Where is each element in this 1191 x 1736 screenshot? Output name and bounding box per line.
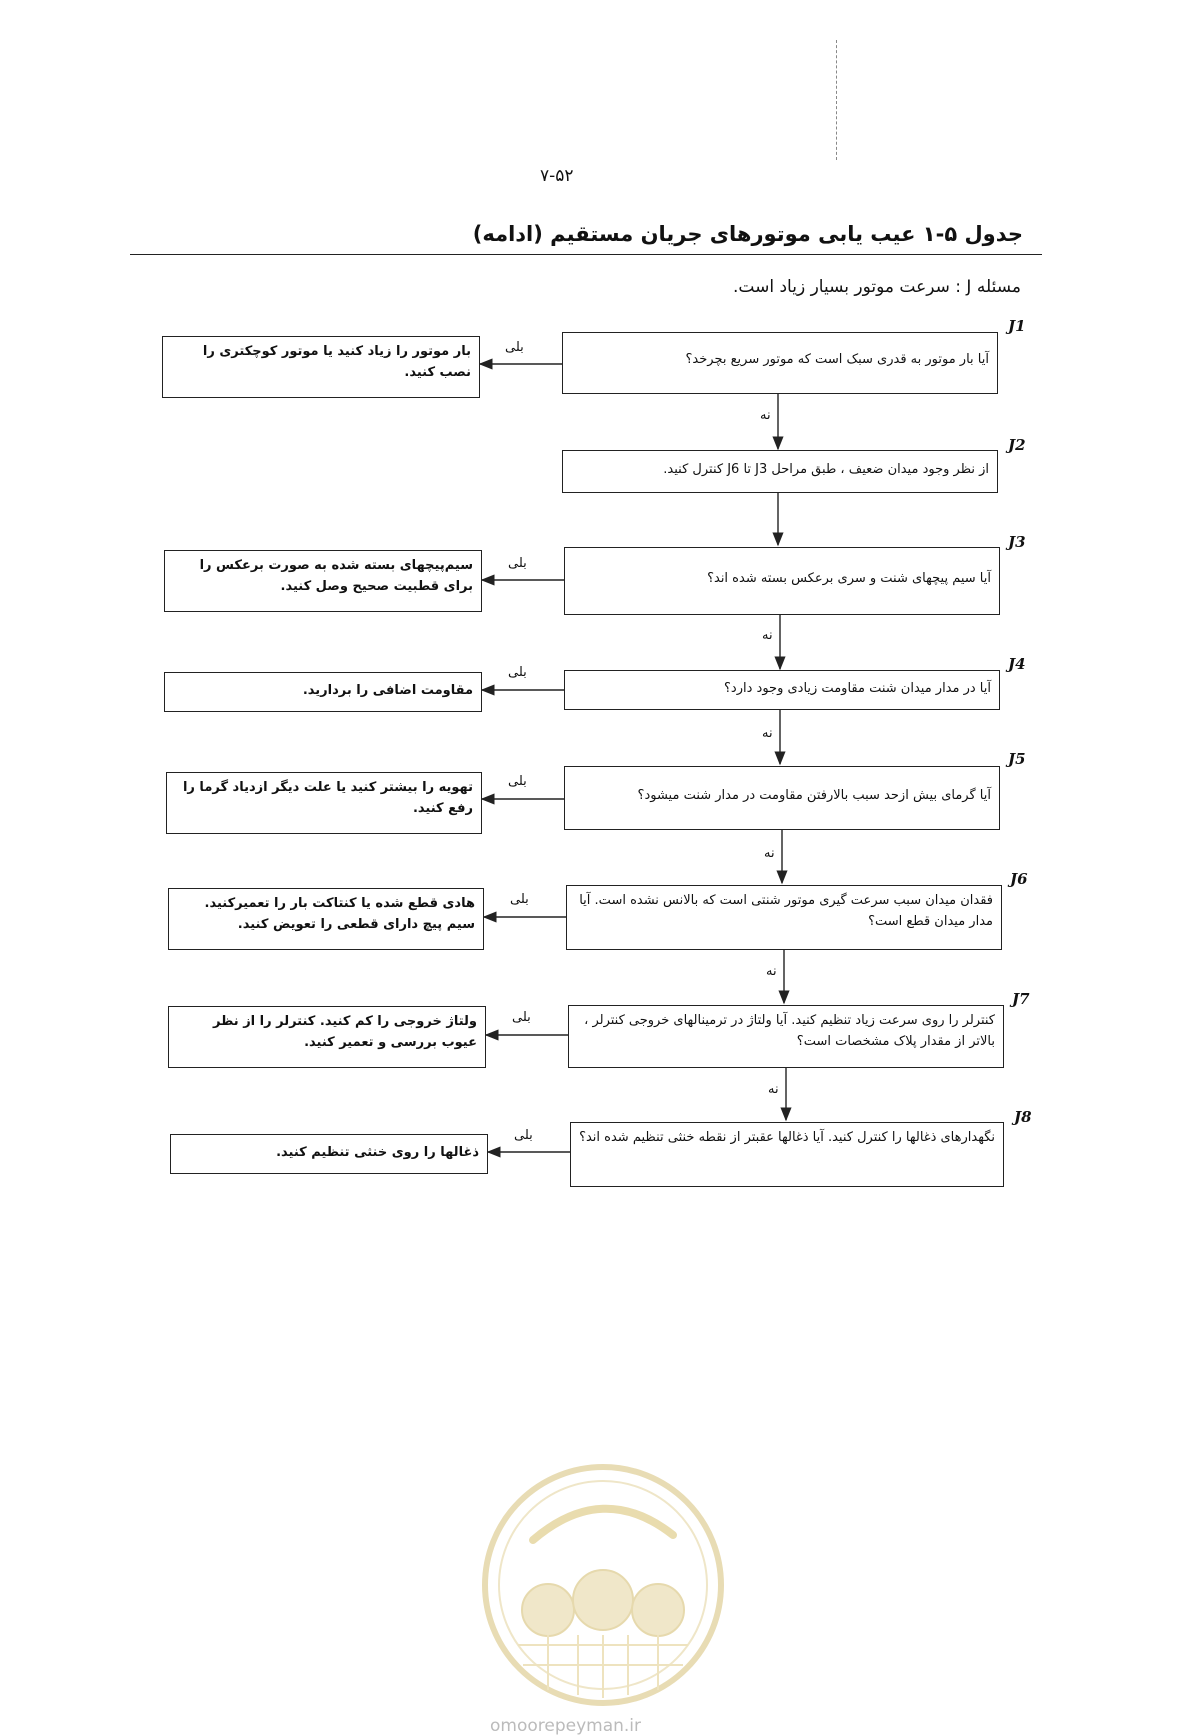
yes-label-j1: بلی — [505, 340, 524, 355]
step-id-j2: J2 — [1008, 436, 1026, 454]
question-box-j6: فقدان میدان سبب سرعت گیری موتور شنتی است که بالانس نشده است. آیا مدار میدان قطع است؟ — [566, 885, 1002, 950]
action-box-j1: بار موتور را زیاد کنید یا موتور کوچکتری را نصب کنید. — [162, 336, 480, 398]
step-id-j5: J5 — [1008, 750, 1026, 768]
watermark-logo — [478, 1460, 728, 1710]
question-box-j8: نگهدارهای ذغالها را کنترل کنید. آیا ذغالها عقبتر از نقطه خنثی تنظیم شده اند؟ — [570, 1122, 1004, 1187]
table-title: جدول ۵-۱ عیب یابی موتورهای جریان مستقیم (ادامه) — [472, 222, 1023, 246]
no-label-j7: نه — [768, 1082, 779, 1097]
action-box-j5: تهویه را بیشتر کنید یا علت دیگر ازدیاد گرما را رفع کنید. — [166, 772, 482, 834]
action-box-j4: مقاومت اضافی را بردارید. — [164, 672, 482, 712]
yes-label-j7: بلی — [512, 1010, 531, 1025]
page-number: ۷-۵۲ — [540, 166, 574, 186]
question-box-j7: کنترلر را روی سرعت زیاد تنظیم کنید. آیا ولتاژ در ترمینالهای خروجی کنترلر ، بالاتر از مقدار پلاک مشخصات است؟ — [568, 1005, 1004, 1068]
no-label-j4: نه — [762, 726, 773, 741]
action-box-j7: ولتاژ خروجی را کم کنید. کنترلر را از نظر عیوب بررسی و تعمیر کنید. — [168, 1006, 486, 1068]
watermark-site: omoorepeyman.ir — [490, 1716, 642, 1736]
question-box-j1: آیا بار موتور به قدری سبک است که موتور سریع بچرخد؟ — [562, 332, 998, 394]
action-box-j3: سیم‌پیچهای بسته شده به صورت برعکس را برای قطبیت صحیح وصل کنید. — [164, 550, 482, 612]
step-id-j1: J1 — [1008, 317, 1026, 335]
question-box-j5: آیا گرمای بیش ازحد سبب بالارفتن مقاومت در مدار شنت میشود؟ — [564, 766, 1000, 830]
step-id-j8: J8 — [1014, 1108, 1032, 1126]
step-id-j4: J4 — [1008, 655, 1026, 673]
yes-label-j5: بلی — [508, 774, 527, 789]
action-box-j8: ذغالها را روی خنثی تنظیم کنید. — [170, 1134, 488, 1174]
action-box-j6: هادی قطع شده یا کنتاکت بار را تعمیرکنید. سیم پیچ دارای قطعی را تعویض کنید. — [168, 888, 484, 950]
question-box-j3: آیا سیم پیچهای شنت و سری برعکس بسته شده اند؟ — [564, 547, 1000, 615]
yes-label-j3: بلی — [508, 556, 527, 571]
yes-label-j6: بلی — [510, 892, 529, 907]
yes-label-j4: بلی — [508, 665, 527, 680]
instruction-box-j2: از نظر وجود میدان ضعیف ، طبق مراحل J3 تا J6 کنترل کنید. — [562, 450, 998, 493]
question-box-j4: آیا در مدار میدان شنت مقاومت زیادی وجود دارد؟ — [564, 670, 1000, 710]
step-id-j6: J6 — [1010, 870, 1028, 888]
no-label-j1: نه — [760, 408, 771, 423]
no-label-j3: نه — [762, 628, 773, 643]
no-label-j5: نه — [764, 846, 775, 861]
step-id-j3: J3 — [1008, 533, 1026, 551]
problem-statement: مسئله J : سرعت موتور بسیار زیاد است. — [733, 277, 1021, 297]
step-id-j7: J7 — [1012, 990, 1030, 1008]
yes-label-j8: بلی — [514, 1128, 533, 1143]
no-label-j6: نه — [766, 964, 777, 979]
